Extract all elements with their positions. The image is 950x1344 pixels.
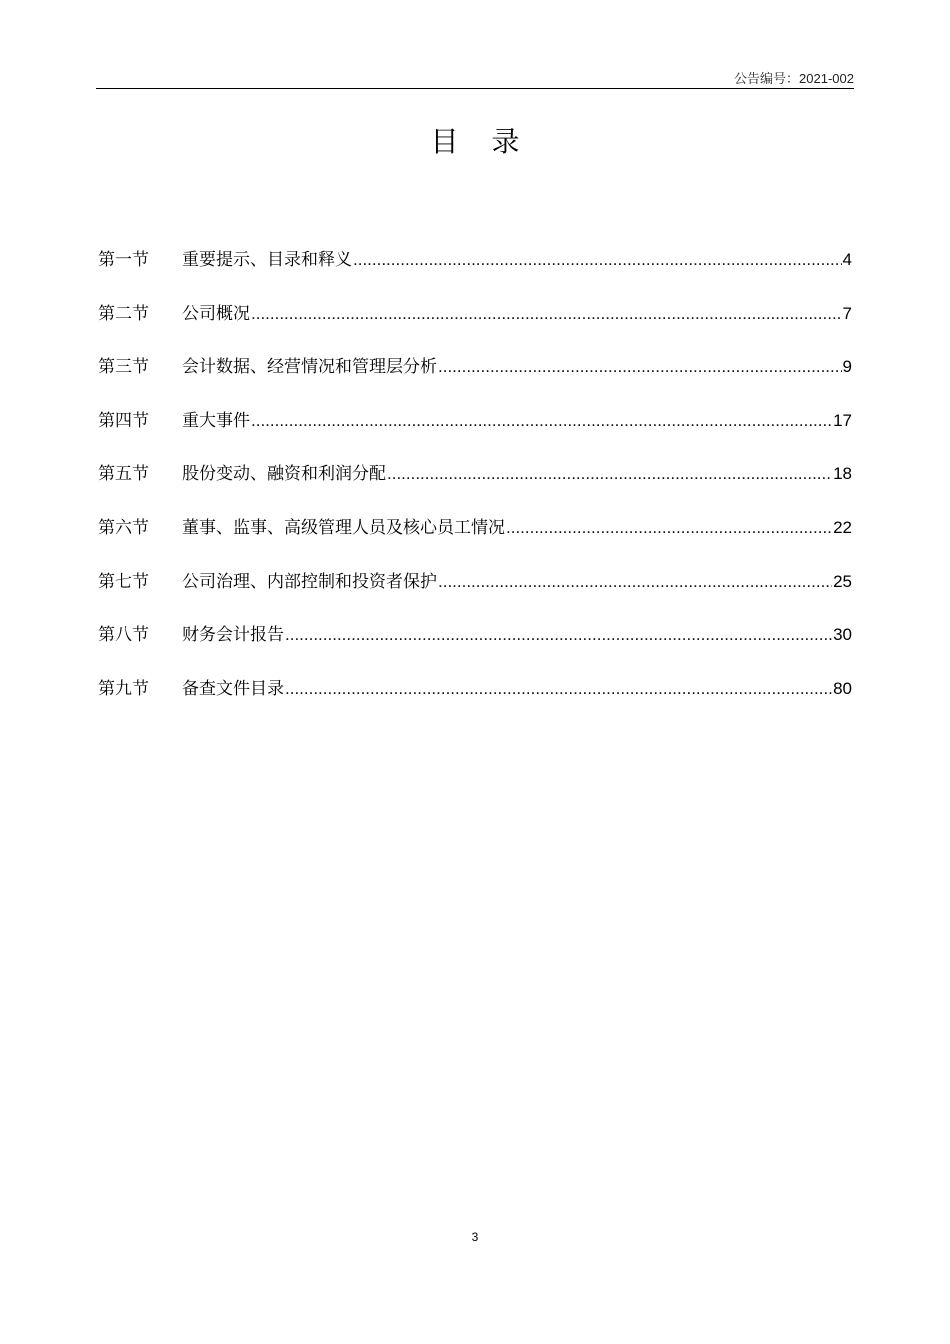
toc-page-number: 22	[833, 517, 852, 537]
toc-entry[interactable]	[98, 408, 852, 462]
toc-entry-title: 会计数据、经营情况和管理层分析	[182, 357, 437, 378]
toc-entry-title: 公司概况	[182, 303, 250, 324]
toc-dot-leader	[438, 569, 832, 595]
toc-entry-title: 董事、监事、高级管理人员及核心员工情况	[182, 517, 505, 538]
toc-page-number: 17	[833, 410, 852, 430]
toc-page-number: 4	[842, 250, 852, 269]
toc-dot-leader	[285, 622, 832, 648]
toc-section-label: 第六节	[98, 517, 149, 538]
toc-entry[interactable]	[98, 247, 852, 301]
toc-section-label: 第七节	[98, 571, 149, 592]
toc-page-number: 18	[833, 464, 852, 484]
toc-page-number: 80	[833, 678, 852, 698]
page-header	[96, 66, 854, 89]
toc-entry-title: 财务会计报告	[182, 625, 284, 646]
table-of-contents	[98, 247, 852, 729]
toc-page-number: 7	[842, 303, 852, 323]
toc-page-number: 9	[842, 357, 852, 377]
toc-section-label: 第二节	[98, 303, 149, 324]
toc-page-number: 30	[833, 625, 852, 645]
toc-entry[interactable]	[98, 622, 852, 676]
toc-dot-leader	[506, 515, 832, 541]
toc-entry-title: 重要提示、目录和释义	[182, 250, 352, 270]
toc-entry-title: 备查文件目录	[182, 678, 284, 699]
toc-section-label: 第三节	[98, 357, 149, 378]
toc-section-label: 第八节	[98, 625, 149, 646]
toc-dot-leader	[353, 247, 842, 273]
toc-title: 目 录	[430, 125, 532, 158]
toc-entry[interactable]	[98, 461, 852, 515]
toc-section-label: 第一节	[98, 250, 149, 270]
toc-entry[interactable]	[98, 515, 852, 569]
toc-entry[interactable]	[98, 354, 852, 408]
toc-entry-title: 公司治理、内部控制和投资者保护	[182, 571, 437, 592]
toc-page-number: 25	[833, 571, 852, 591]
toc-section-label: 第九节	[98, 678, 149, 699]
toc-dot-leader	[251, 408, 832, 434]
toc-section-label: 第五节	[98, 464, 149, 485]
announcement-number: 公告编号：2021-002	[734, 71, 854, 86]
toc-dot-leader	[438, 354, 842, 380]
toc-entry-title: 重大事件	[182, 410, 250, 431]
toc-dot-leader	[251, 301, 842, 327]
toc-entry[interactable]	[98, 676, 852, 730]
toc-section-label: 第四节	[98, 410, 149, 431]
toc-entry[interactable]	[98, 569, 852, 623]
toc-entry-title: 股份变动、融资和利润分配	[182, 464, 386, 485]
page-number: 3	[471, 1230, 479, 1244]
toc-dot-leader	[285, 676, 832, 702]
toc-dot-leader	[387, 461, 832, 487]
toc-entry[interactable]	[98, 301, 852, 355]
